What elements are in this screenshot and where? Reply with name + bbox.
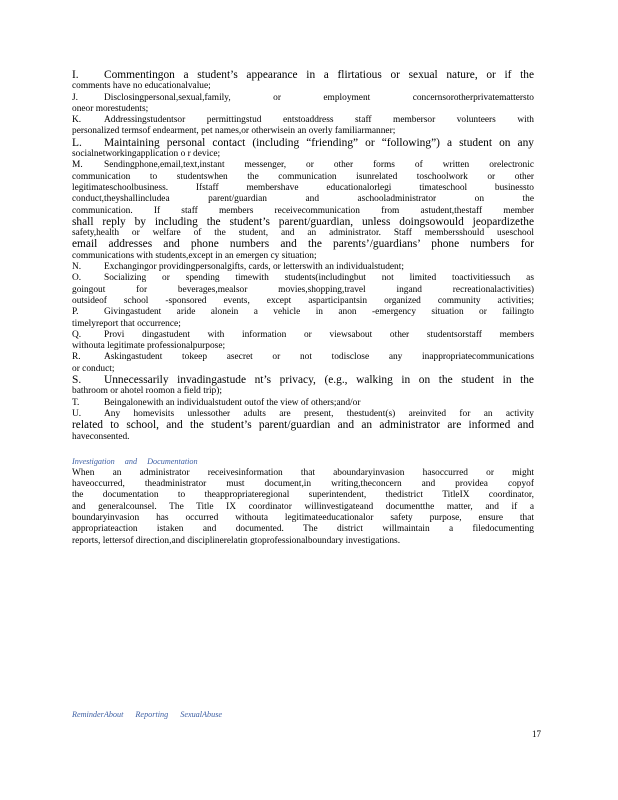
prohibited-conduct-list bbox=[72, 70, 534, 443]
list-item-line bbox=[72, 319, 534, 330]
list-item-text: communication to studentswhen the communication isunrelated toschoolwork or other bbox=[72, 171, 534, 182]
section-heading-reminder: ReminderAbout Reporting SexualAbuse bbox=[72, 710, 223, 719]
list-item-line bbox=[72, 239, 534, 250]
list-item-label: O. bbox=[72, 273, 82, 284]
list-item-text: outsideof school -sponsored events, except asparticipantsin organized community activities; bbox=[72, 295, 534, 306]
list-item-text: or conduct; bbox=[72, 363, 115, 374]
list-item-text: socialnetworkingapplication o r device; bbox=[72, 149, 221, 160]
list-item-label: N. bbox=[72, 262, 82, 273]
list-item-text: Sendingphone,email,text,instant messenger, or other forms of written orelectronic bbox=[104, 160, 534, 171]
list-item-text: Provi dingastudent with information or viewsabout other studentsorstaff members bbox=[104, 329, 534, 340]
list-item-text: Commentingon a student’s appearance in a flirtatious or sexual nature, or if the bbox=[104, 69, 534, 81]
list-item-text: Addressingstudentsor permittingstud entstoaddress staff membersor volunteers with bbox=[104, 115, 534, 126]
list-item bbox=[72, 330, 534, 353]
list-item-text: personalized termsof endearment, pet names,or otherwisein an overly familiarmanner; bbox=[72, 126, 396, 137]
list-item-text: Socializing or spending timewith students(includingbut not limited toactivitiessuch as bbox=[104, 273, 534, 284]
section-heading-investigation: Investigation and Documentation bbox=[72, 456, 198, 466]
list-item-line bbox=[72, 285, 534, 296]
list-item-text: Askingastudent tokeep asecret or not todisclose any inappropriatecommunications bbox=[104, 352, 534, 363]
list-item-line bbox=[72, 375, 534, 386]
list-item-text: shall reply by including the student’s parent/guardian, unless doingsowould jeopardizethe bbox=[72, 215, 534, 228]
list-item-text: safety,health or welfare of the student, and an administrator. Staff membersshould useschool bbox=[72, 228, 534, 239]
list-item-label: L. bbox=[72, 136, 82, 149]
list-item-label: Q. bbox=[72, 329, 82, 340]
list-item-line bbox=[72, 172, 534, 183]
list-item-line bbox=[72, 81, 534, 92]
list-item-text: timelyreport that occurrence; bbox=[72, 318, 181, 329]
paragraph-line: the documentation to theappropriateregional superintendent, thedistrict TitleIX coordinator, bbox=[72, 490, 534, 501]
list-item-line bbox=[72, 273, 534, 284]
list-item bbox=[72, 409, 534, 443]
list-item-label: U. bbox=[72, 408, 82, 419]
list-item-label: K. bbox=[72, 115, 82, 126]
list-item-text: communication. If staff members receivecommunication from astudent,thestaff member bbox=[72, 205, 534, 216]
page-number: 17 bbox=[532, 729, 541, 739]
list-item bbox=[72, 375, 534, 398]
list-item-text: bathroom or ahotel roomon a field trip); bbox=[72, 386, 222, 397]
list-item-label: I. bbox=[72, 69, 79, 81]
paragraph-line: haveoccurred, theadministrator must document,in writing,theconcern and providea copyof bbox=[72, 479, 534, 490]
list-item-text: Beingalonewith an individualstudent outof the view of others;and/or bbox=[104, 397, 361, 408]
list-item-line bbox=[72, 341, 534, 352]
list-item-line bbox=[72, 183, 534, 194]
list-item-text: withouta legitimate professionalpurpose; bbox=[72, 341, 226, 352]
list-item-text: Maintaining personal contact (including “friending” or “following”) a student on any bbox=[104, 136, 534, 149]
paragraph-line: reports, lettersof direction,and disciplinerelatin gtoprofessionalboundary investigations. bbox=[72, 535, 401, 546]
list-item-line bbox=[72, 330, 534, 341]
list-item bbox=[72, 262, 534, 273]
list-item-text: comments have no educationalvalue; bbox=[72, 81, 211, 92]
list-item-label: T. bbox=[72, 397, 80, 408]
list-item-text: legitimateschoolbusiness. Ifstaff membershave educationalorlegi timateschool businessto bbox=[72, 182, 534, 193]
list-item bbox=[72, 273, 534, 307]
list-item-line bbox=[72, 296, 534, 307]
paragraph-line: boundaryinvasion has occurred withouta legitimateeducationalor safety purpose, ensure that bbox=[72, 512, 534, 523]
list-item-label: S. bbox=[72, 374, 82, 387]
paragraph-line: When an administrator receivesinformation that aboundaryinvasion hasoccurred or might bbox=[72, 467, 534, 478]
list-item bbox=[72, 398, 534, 409]
list-item-line bbox=[72, 262, 534, 273]
list-item bbox=[72, 138, 534, 161]
list-item-line bbox=[72, 251, 534, 262]
document-body bbox=[72, 70, 534, 547]
list-item-line bbox=[72, 398, 534, 409]
list-item-line bbox=[72, 352, 534, 363]
list-item-text: Exchangingor providingpersonalgifts, cards, or letterswith an individualstudent; bbox=[104, 262, 404, 273]
list-item bbox=[72, 160, 534, 262]
list-item-line bbox=[72, 217, 534, 228]
paragraph-line: appropriateaction istaken and documented. The district willmaintain a filedocumenting bbox=[72, 524, 534, 535]
list-item-line bbox=[72, 307, 534, 318]
list-item-text: related to school, and the student’s parent/guardian and an administrator are informed and bbox=[72, 419, 534, 432]
list-item-line bbox=[72, 160, 534, 171]
list-item-text: Givingastudent aride alonein a vehicle in anon -emergency situation or failingto bbox=[104, 307, 534, 318]
list-item-line bbox=[72, 149, 534, 160]
list-item-text: oneor morestudents; bbox=[72, 103, 149, 114]
list-item-label: M. bbox=[72, 160, 83, 171]
list-item bbox=[72, 70, 534, 93]
list-item-line bbox=[72, 104, 534, 115]
list-item-text: Disclosingpersonal,sexual,family, or employment concernsorotherprivatemattersto bbox=[104, 92, 534, 103]
list-item-line bbox=[72, 432, 534, 443]
paragraph-line: and generalcounsel. The Title IX coordinator willinvestigateand documentthe matter, and if a bbox=[72, 501, 534, 512]
list-item-label: J. bbox=[72, 92, 78, 103]
list-item-line bbox=[72, 138, 534, 149]
list-item bbox=[72, 307, 534, 330]
list-item bbox=[72, 352, 534, 375]
list-item-line bbox=[72, 420, 534, 431]
list-item-line bbox=[72, 93, 534, 104]
list-item-line bbox=[72, 386, 534, 397]
investigation-paragraph bbox=[72, 468, 534, 547]
list-item-label: P. bbox=[72, 307, 79, 318]
list-item-text: goingout for beverages,mealsor movies,shopping,travel ingand recreationalactivities) bbox=[72, 284, 534, 295]
list-item-text: haveconsented. bbox=[72, 431, 130, 442]
list-item-line bbox=[72, 194, 534, 205]
list-item-text: Any homevisits unlessother adults are present, thestudent(s) areinvited for an activity bbox=[104, 408, 534, 419]
list-item-text: conduct,theyshallincludea parent/guardian and aschooladministrator on the bbox=[72, 194, 534, 205]
list-item bbox=[72, 93, 534, 116]
list-item-line bbox=[72, 70, 534, 81]
list-item-text: email addresses and phone numbers and the parents’/guardians’ phone numbers for bbox=[72, 238, 534, 251]
list-item-line bbox=[72, 115, 534, 126]
list-item-label: R. bbox=[72, 352, 81, 363]
list-item bbox=[72, 115, 534, 138]
list-item-text: communications with students,except in an emergen cy situation; bbox=[72, 250, 317, 261]
list-item-text: Unnecessarily invadingastude nt’s privacy, (e.g., walking in on the student in the bbox=[104, 374, 534, 387]
